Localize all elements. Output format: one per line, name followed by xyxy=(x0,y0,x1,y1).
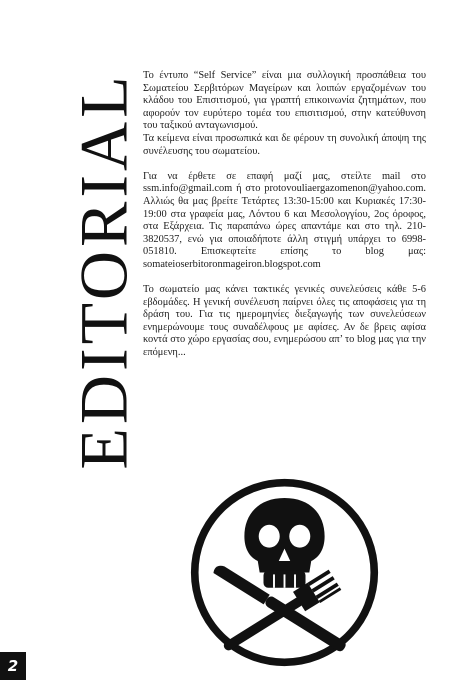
skull-fork-knife-icon xyxy=(189,477,380,668)
editorial-title xyxy=(66,40,143,502)
editorial-title-text: EDITORIAL xyxy=(66,72,143,470)
contact-paragraph: Για να έρθετε σε επαφή μαζί μας, στείλτε mail στο ssm.info@gmail.com ή στο protovouliaergazomenon@yahoo.com. Αλλιώς θα μας βρείτε Τετάρτες 13:30-15:00 και Κυριακές 17:30-19:00 στα γραφεία μας, Λόντου 6 και Μεσολογγίου, 2ος όροφος, στα Εξάρχεια. Τις παραπάνω ώρες απαντάμε και στο τηλ. 210- 3820537, ενώ για οποιαδήποτε άλλη στιγμή υπάρχει το 6998-051810. Επισκεφτείτε επίσης το blog μας: somateioserbitoronmageiron.blogspot.com xyxy=(143,170,426,270)
assembly-paragraph: Το σωματείο μας κάνει τακτικές γενικές συνελεύσεις κάθε 5-6 εβδομάδες. Η γενική συνέλευση παίρνει όλες τις αποφάσεις για τη δράση του. Για τις ημερομηνίες διεξαγωγής των συνελεύσεων ενημερώνουμε τους συναδέλφους με αφίσες. Αν δε βρεις αφίσα κοντά στο χώρο εργασίας σου, ενημερώσου απ’ το blog μας για την επόμενη... xyxy=(143,284,426,359)
disclaimer-paragraph: Τα κείμενα είναι προσωπικά και δε φέρουν τη συνολική άποψη της συνέλευσης του σωματείου. xyxy=(143,132,426,157)
page-number-badge xyxy=(0,652,26,680)
page-number-text: 2 xyxy=(7,657,19,675)
intro-paragraph: Το έντυπο “Self Service” είναι μια συλλογική προσπάθεια του Σωματείου Σερβιτόρων Μαγείρων και λοιπών εργαζομένων του κλάδου του Επισιτισμού, για γραπτή επικοινωνία ζητημάτων, που αφορούν τον ευρύτερο τομέα του επισιτισμού, στην κατεύθυνση του ταξικού ανταγωνισμού. xyxy=(143,70,426,132)
editorial-body xyxy=(143,70,426,372)
